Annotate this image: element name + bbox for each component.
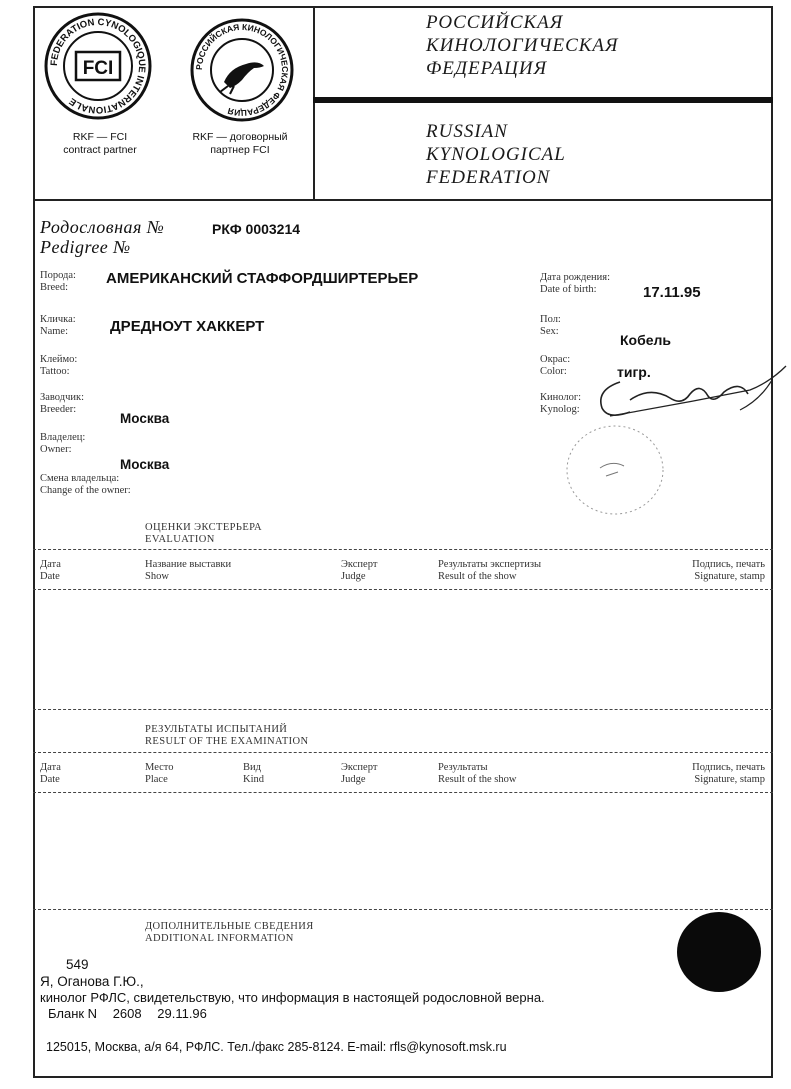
eval-col-signature-en: Signature, stamp <box>694 571 765 582</box>
kynolog-label-en: Kynolog: <box>540 404 580 415</box>
exam-col-kind-en: Kind <box>243 774 264 785</box>
color-label-en: Color: <box>540 366 567 377</box>
document-border <box>33 6 773 1078</box>
evaluation-rule-top <box>33 549 773 550</box>
owner-label-en: Owner: <box>40 444 72 455</box>
additional-line1: Я, Оганова Г.Ю., <box>40 974 144 989</box>
blank-line <box>48 1006 207 1021</box>
tattoo-label-en: Tattoo: <box>40 366 70 377</box>
en-title-line1: RUSSIAN <box>426 121 508 142</box>
breeder-label-en: Breeder: <box>40 404 77 415</box>
change-owner-label-ru: Смена владельца: <box>40 473 120 484</box>
exam-col-result-en: Result of the show <box>438 774 517 785</box>
additional-title-ru: ДОПОЛНИТЕЛЬНЫЕ СВЕДЕНИЯ <box>145 921 314 932</box>
sex-label-en: Sex: <box>540 326 559 337</box>
exam-col-kind <box>243 762 264 786</box>
evaluation-rule-header <box>33 589 773 590</box>
breed-label-ru: Порода: <box>40 270 76 281</box>
dob-value: 17.11.95 <box>643 284 701 301</box>
eval-col-date-ru: Дата <box>40 559 61 570</box>
breed-label-en: Breed: <box>40 282 68 293</box>
eval-col-date-en: Date <box>40 571 60 582</box>
exam-col-date-ru: Дата <box>40 762 61 773</box>
eval-col-show <box>145 559 231 583</box>
evaluation-rule-bottom <box>33 709 773 710</box>
exam-col-place-en: Place <box>145 774 168 785</box>
examination-title-en: RESULT OF THE EXAMINATION <box>145 736 309 747</box>
eval-col-signature <box>655 559 765 583</box>
exam-col-date-en: Date <box>40 774 60 785</box>
rkf-logo <box>190 18 294 122</box>
fci-logo-center: FCI <box>82 58 114 79</box>
eval-col-judge-en: Judge <box>341 571 366 582</box>
exam-col-place-ru: Место <box>145 762 174 773</box>
fci-logo-ring-text: FEDERATION CYNOLOGIQUE INTERNATIONALE <box>48 16 148 116</box>
additional-number: 549 <box>66 957 89 972</box>
additional-line2: кинолог РФЛС, свидетельствую, что информация в настоящей родословной верна. <box>40 990 545 1005</box>
color-value: тигр. <box>617 364 651 380</box>
breeder-label-ru: Заводчик: <box>40 392 85 403</box>
eval-col-judge <box>341 559 377 583</box>
fci-caption-line1: RKF — FCI <box>72 131 128 143</box>
exam-col-result-ru: Результаты <box>438 762 488 773</box>
exam-col-result <box>438 762 516 786</box>
dob-label-en: Date of birth: <box>540 284 597 295</box>
breeder-value: Москва <box>120 411 170 426</box>
eval-col-result <box>438 559 541 583</box>
examination-rule-top <box>33 752 773 753</box>
header-divider-bar <box>313 97 773 103</box>
exam-col-kind-ru: Вид <box>243 762 261 773</box>
exam-col-place <box>145 762 173 786</box>
exam-col-judge-en: Judge <box>341 774 366 785</box>
examination-rule-bottom <box>33 909 773 910</box>
name-label-ru: Кличка: <box>40 314 76 325</box>
en-title <box>426 120 566 189</box>
blank-date: 29.11.96 <box>157 1006 207 1021</box>
header-divider-horizontal <box>33 199 773 201</box>
exam-col-judge-ru: Эксперт <box>341 762 378 773</box>
examination-rule-header <box>33 792 773 793</box>
kynolog-label-ru: Кинолог: <box>540 392 582 403</box>
breed-value: АМЕРИКАНСКИЙ СТАФФОРДШИРТЕРЬЕР <box>106 270 419 287</box>
eval-col-result-en: Result of the show <box>438 571 517 582</box>
sex-label-ru: Пол: <box>540 314 561 325</box>
tattoo-label-ru: Клеймо: <box>40 354 78 365</box>
eval-col-date <box>40 559 61 583</box>
pedigree-label-ru: Родословная № <box>40 217 165 237</box>
name-value: ДРЕДНОУТ ХАККЕРТ <box>110 318 265 335</box>
color-label-ru: Окрас: <box>540 354 571 365</box>
exam-col-signature-en: Signature, stamp <box>694 774 765 785</box>
exam-col-judge <box>341 762 377 786</box>
eval-col-signature-ru: Подпись, печать <box>692 559 765 570</box>
en-title-line2: KYNOLOGICAL <box>426 144 566 165</box>
ru-title-line1: РОССИЙСКАЯ <box>426 12 564 33</box>
eval-col-judge-ru: Эксперт <box>341 559 378 570</box>
fci-caption-line2: contract partner <box>63 144 137 156</box>
eval-col-show-ru: Название выставки <box>145 559 232 570</box>
blank-number: 2608 <box>112 1006 142 1021</box>
evaluation-title-ru: ОЦЕНКИ ЭКСТЕРЬЕРА <box>145 522 263 533</box>
pedigree-number: РКФ 0003214 <box>212 221 301 237</box>
evaluation-title-en: EVALUATION <box>145 534 215 545</box>
owner-value: Москва <box>120 457 170 472</box>
owner-label-ru: Владелец: <box>40 432 86 443</box>
ru-title-line3: ФЕДЕРАЦИЯ <box>426 58 548 79</box>
eval-col-show-en: Show <box>145 571 169 582</box>
exam-col-date <box>40 762 61 786</box>
examination-title-ru: РЕЗУЛЬТАТЫ ИСПЫТАНИЙ <box>145 724 288 735</box>
ru-title <box>426 11 619 80</box>
dob-label-ru: Дата рождения: <box>540 272 611 283</box>
sex-value: Кобель <box>620 332 672 348</box>
ru-title-line2: КИНОЛОГИЧЕСКАЯ <box>426 35 619 56</box>
blank-label: Бланк N <box>48 1006 98 1021</box>
round-stamp <box>560 420 670 520</box>
rkf-caption-line2: партнер FCI <box>210 144 270 156</box>
en-title-line3: FEDERATION <box>426 167 551 188</box>
exam-col-signature <box>655 762 765 786</box>
exam-col-signature-ru: Подпись, печать <box>692 762 765 773</box>
black-seal <box>677 912 761 992</box>
eval-col-result-ru: Результаты экспертизы <box>438 559 542 570</box>
address-line: 125015, Москва, а/я 64, РФЛС. Тел./факс 285-8124. E-mail: rfls@kynosoft.msk.ru <box>46 1040 507 1054</box>
header-divider-vertical <box>313 6 315 200</box>
rkf-logo-ring-text: РОССИЙСКАЯ КИНОЛОГИЧЕСКАЯ ФЕДЕРАЦИЯ <box>193 21 291 119</box>
rkf-caption-line1: RKF — договорный <box>192 131 288 143</box>
change-owner-label-en: Change of the owner: <box>40 485 131 496</box>
name-label-en: Name: <box>40 326 68 337</box>
pedigree-label-en: Pedigree № <box>40 237 131 257</box>
fci-logo <box>44 12 152 120</box>
additional-title-en: ADDITIONAL INFORMATION <box>145 933 294 944</box>
